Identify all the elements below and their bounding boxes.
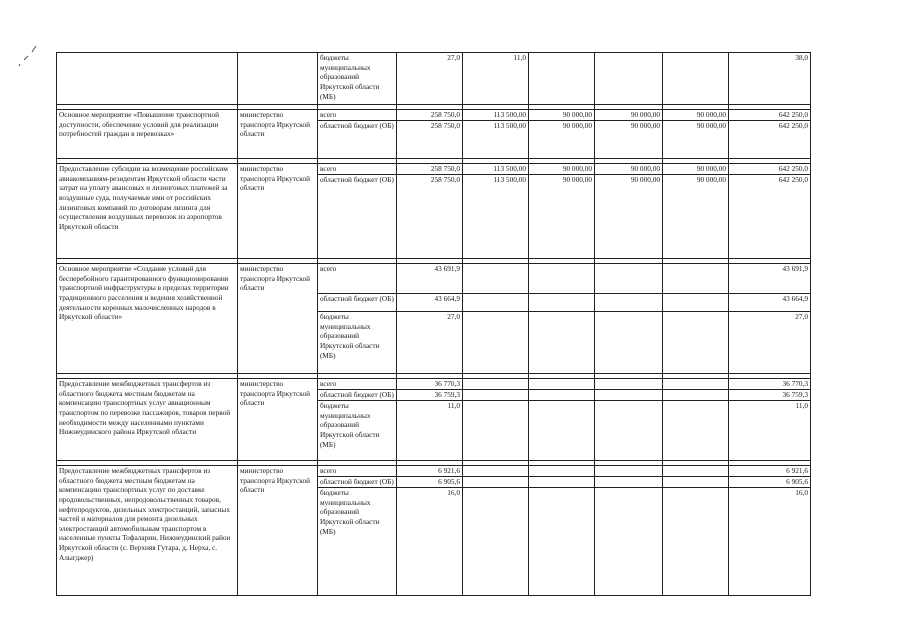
amount-cell	[529, 401, 595, 461]
funding-source-cell: бюджеты муниципальных образований Иркутской области (МБ)	[318, 312, 397, 374]
amount-cell	[663, 390, 729, 401]
amount-cell	[663, 379, 729, 390]
amount-cell: 6 905,6	[397, 477, 463, 488]
amount-cell: 90 000,00	[529, 121, 595, 159]
amount-cell: 90 000,00	[529, 164, 595, 175]
amount-cell: 90 000,00	[529, 110, 595, 121]
amount-cell	[529, 312, 595, 374]
amount-cell: 90 000,00	[595, 164, 663, 175]
amount-cell: 27,0	[397, 312, 463, 374]
amount-cell	[463, 312, 529, 374]
total-cell: 27,0	[729, 312, 811, 374]
amount-cell: 258 750,0	[397, 110, 463, 121]
total-cell: 16,0	[729, 488, 811, 596]
amount-cell: 27,0	[397, 53, 463, 105]
activity-name-cell: Предоставление межбюджетных трансфертов из областного бюджета местным бюджетам на компенсацию транспортных услуг авиационным транспортом по перевозке пассажиров, товаров первой необходимости между населенными пунктами Нижнеудинского района Иркутской области	[57, 379, 238, 461]
total-cell: 43 691,9	[729, 264, 811, 294]
amount-cell	[663, 294, 729, 312]
total-cell: 36 759,3	[729, 390, 811, 401]
executor-cell: министерство транспорта Иркутской области	[238, 466, 318, 596]
funding-source-cell: всего	[318, 379, 397, 390]
scan-mark	[14, 42, 44, 72]
total-cell: 38,0	[729, 53, 811, 105]
activity-name-cell	[57, 53, 238, 105]
amount-cell: 258 750,0	[397, 164, 463, 175]
amount-cell: 113 500,00	[463, 164, 529, 175]
funding-source-cell: бюджеты муниципальных образований Иркутской области (МБ)	[318, 488, 397, 596]
amount-cell	[663, 477, 729, 488]
executor-cell	[238, 53, 318, 105]
amount-cell	[529, 294, 595, 312]
total-cell: 642 250,0	[729, 164, 811, 175]
total-cell: 11,0	[729, 401, 811, 461]
amount-cell	[595, 401, 663, 461]
funding-source-cell: бюджеты муниципальных образований Иркутской области (МБ)	[318, 53, 397, 105]
funding-source-cell: всего	[318, 466, 397, 477]
funding-source-cell: областной бюджет (ОБ)	[318, 294, 397, 312]
amount-cell	[595, 477, 663, 488]
amount-cell	[595, 294, 663, 312]
amount-cell	[463, 390, 529, 401]
amount-cell: 16,0	[397, 488, 463, 596]
activity-name-cell: Основное мероприятие «Повышение транспортной доступности, обеспечение условий для реализации потребностей граждан в перевозках»	[57, 110, 238, 159]
table-row	[57, 53, 811, 105]
executor-cell: министерство транспорта Иркутской области	[238, 264, 318, 374]
amount-cell: 113 500,00	[463, 175, 529, 259]
amount-cell: 90 000,00	[595, 121, 663, 159]
amount-cell: 6 921,6	[397, 466, 463, 477]
amount-cell	[463, 401, 529, 461]
funding-source-cell: всего	[318, 110, 397, 121]
budget-table	[56, 52, 811, 596]
amount-cell	[663, 488, 729, 596]
executor-cell: министерство транспорта Иркутской области	[238, 379, 318, 461]
amount-cell	[595, 53, 663, 105]
amount-cell: 11,0	[463, 53, 529, 105]
amount-cell	[595, 379, 663, 390]
amount-cell	[529, 488, 595, 596]
funding-source-cell: всего	[318, 264, 397, 294]
amount-cell	[529, 466, 595, 477]
amount-cell	[463, 466, 529, 477]
amount-cell	[463, 488, 529, 596]
amount-cell: 90 000,00	[663, 121, 729, 159]
funding-source-cell: областной бюджет (ОБ)	[318, 390, 397, 401]
executor-cell: министерство транспорта Иркутской области	[238, 164, 318, 259]
amount-cell	[529, 390, 595, 401]
amount-cell	[463, 379, 529, 390]
amount-cell: 90 000,00	[663, 110, 729, 121]
amount-cell	[663, 53, 729, 105]
total-cell: 43 664,9	[729, 294, 811, 312]
funding-source-cell: областной бюджет (ОБ)	[318, 477, 397, 488]
amount-cell: 36 770,3	[397, 379, 463, 390]
amount-cell	[595, 312, 663, 374]
amount-cell	[595, 466, 663, 477]
funding-source-cell: бюджеты муниципальных образований Иркутской области (МБ)	[318, 401, 397, 461]
amount-cell: 90 000,00	[663, 164, 729, 175]
amount-cell	[529, 379, 595, 390]
amount-cell	[529, 53, 595, 105]
amount-cell: 113 500,00	[463, 121, 529, 159]
table-row	[57, 379, 811, 390]
amount-cell: 43 664,9	[397, 294, 463, 312]
amount-cell: 90 000,00	[663, 175, 729, 259]
amount-cell	[463, 264, 529, 294]
activity-name-cell: Основное мероприятие «Создание условий для бесперебойного гарантированного функционирования транспортной инфраструктуры в пределах территории традиционного расселения и ведения хозяйственной деятельности коренных малочисленных народов в Иркутской области»	[57, 264, 238, 374]
amount-cell: 258 750,0	[397, 121, 463, 159]
amount-cell	[463, 294, 529, 312]
amount-cell	[595, 390, 663, 401]
executor-cell: министерство транспорта Иркутской области	[238, 110, 318, 159]
amount-cell: 113 500,00	[463, 110, 529, 121]
amount-cell	[463, 477, 529, 488]
amount-cell: 11,0	[397, 401, 463, 461]
total-cell: 642 250,0	[729, 121, 811, 159]
table-row	[57, 264, 811, 294]
activity-name-cell: Предоставление межбюджетных трансфертов из областного бюджета местным бюджетам на компенсацию транспортных услуг по доставке продовольственных, непродовольственных товаров, нефтепродуктов, дизельных электростанций, запасных частей и материалов для ремонта дизельных электростанций автомобильным транспортом в населенные пункты Тофаларии, Нижнеудинский район Иркутской области (с. Верхняя Гутара, д. Нерха, с. Алыгджер)	[57, 466, 238, 596]
amount-cell: 90 000,00	[529, 175, 595, 259]
total-cell: 6 905,6	[729, 477, 811, 488]
total-cell: 642 250,0	[729, 175, 811, 259]
funding-source-cell: всего	[318, 164, 397, 175]
amount-cell	[663, 401, 729, 461]
funding-source-cell: областной бюджет (ОБ)	[318, 175, 397, 259]
total-cell: 642 250,0	[729, 110, 811, 121]
amount-cell: 90 000,00	[595, 175, 663, 259]
amount-cell	[663, 312, 729, 374]
table-row	[57, 164, 811, 175]
amount-cell	[663, 264, 729, 294]
amount-cell: 43 691,9	[397, 264, 463, 294]
activity-name-cell: Предоставление субсидии на возмещение российским авиакомпаниям-резидентам Иркутской области части затрат на уплату авансовых и лизинговых платежей за воздушные суда, получаемые ими от российских лизинговых компаний по договорам лизинга для осуществления воздушных перевозок из аэропортов Иркутской области	[57, 164, 238, 259]
amount-cell: 36 759,3	[397, 390, 463, 401]
total-cell: 36 770,3	[729, 379, 811, 390]
amount-cell	[529, 264, 595, 294]
table-row	[57, 110, 811, 121]
funding-source-cell: областной бюджет (ОБ)	[318, 121, 397, 159]
amount-cell	[595, 264, 663, 294]
amount-cell	[595, 488, 663, 596]
amount-cell: 258 750,0	[397, 175, 463, 259]
total-cell: 6 921,6	[729, 466, 811, 477]
amount-cell: 90 000,00	[595, 110, 663, 121]
amount-cell	[529, 477, 595, 488]
table-row	[57, 466, 811, 477]
amount-cell	[663, 466, 729, 477]
